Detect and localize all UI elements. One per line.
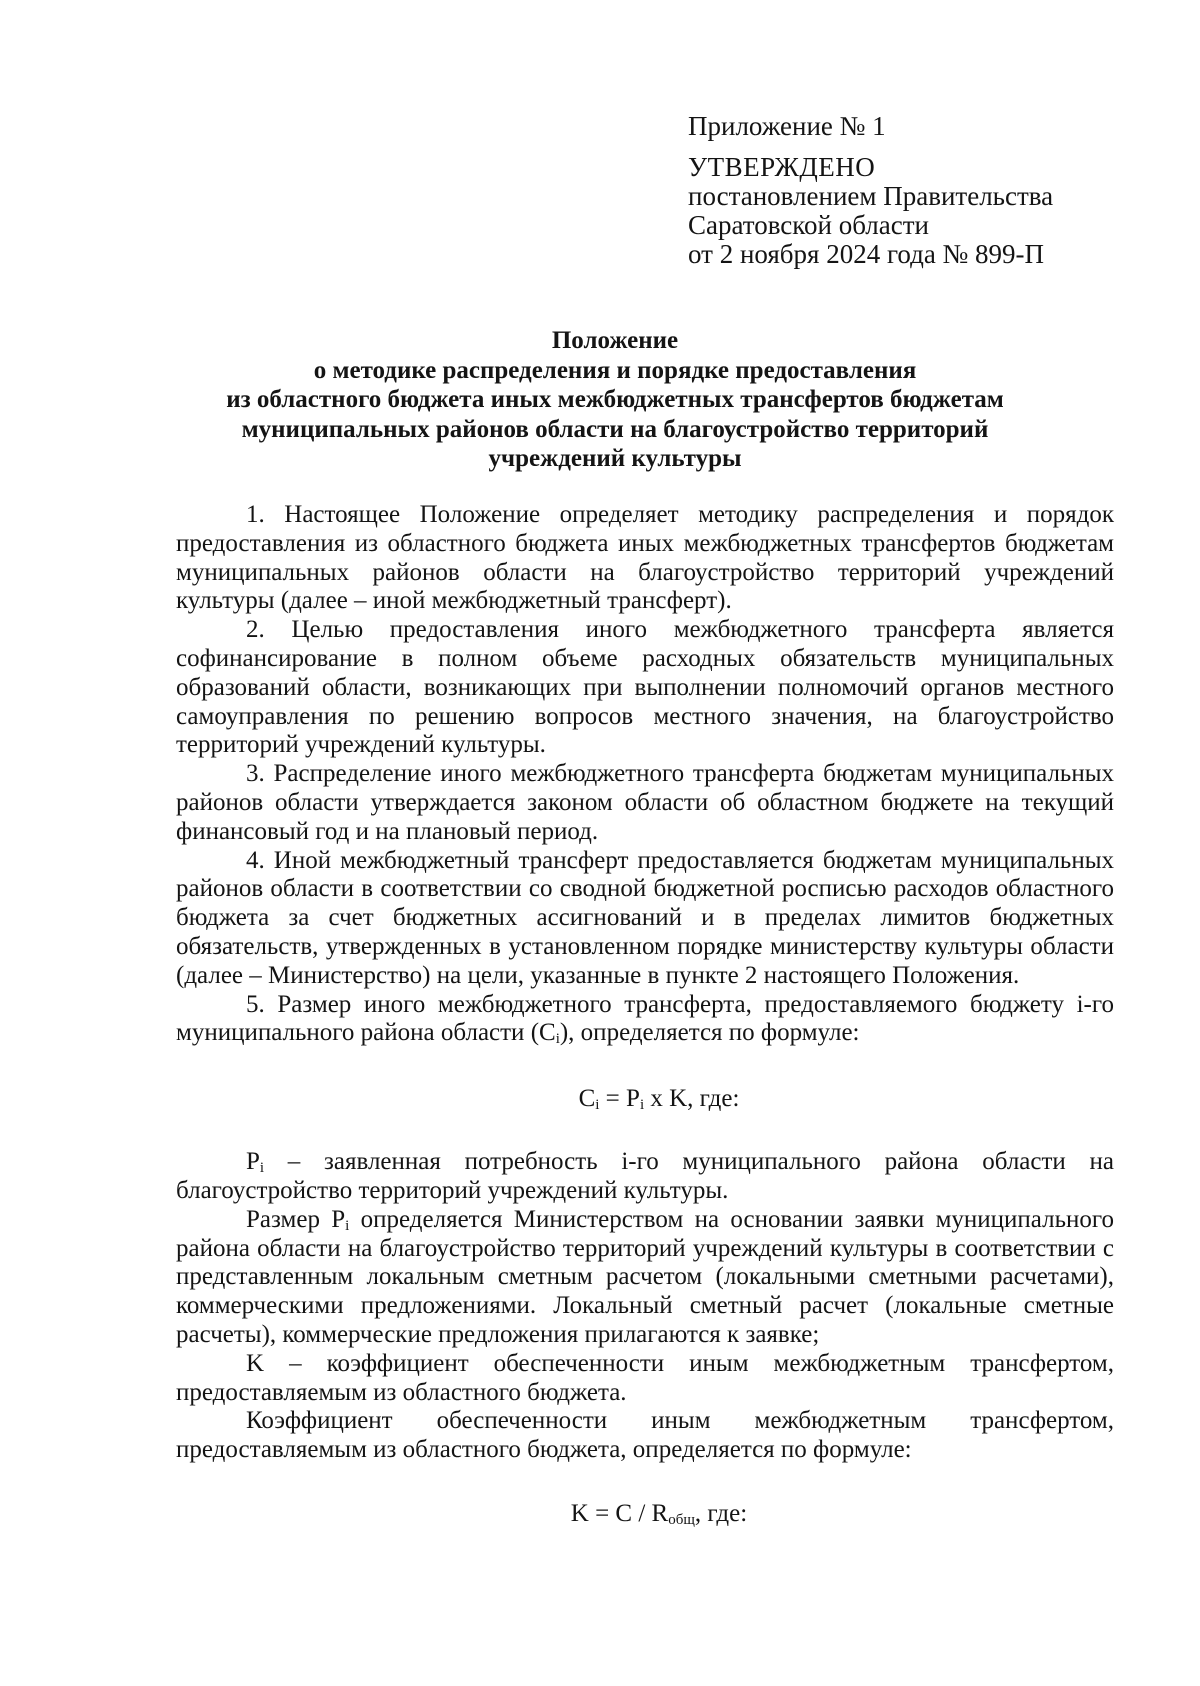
title-line-5: учреждений культуры — [488, 445, 742, 472]
formula-k — [176, 1499, 1114, 1528]
formula-k-head: K = C / R — [570, 1499, 669, 1527]
paragraph-5-subscript: i — [555, 1031, 560, 1048]
approval-block — [688, 112, 1158, 269]
paragraph-5-text-b: ), определяется по формуле: — [559, 1019, 860, 1047]
formula-k-sub: общ — [668, 1511, 695, 1528]
title-line-3: из областного бюджета иных межбюджетных трансфертов бюджетам — [226, 386, 1004, 413]
appendix-label: Приложение № 1 — [688, 111, 886, 141]
document-title — [150, 326, 1080, 474]
title-line-4: муниципальных районов области на благоустройство территорий — [241, 415, 989, 443]
formula-ci — [176, 1084, 1114, 1113]
pi-size-subscript: i — [345, 1217, 350, 1234]
pi-size-text-b: определяется Министерством на основании заявки муниципального района области на благоустройство территорий учреждений культуры в соответствии с представленным локальным сметным расчетом (локальными сметными расчетами), коммерческими предложениями. Локальный сметный расчет (локальные сметные расчеты), коммерческие предложения прилагаются к заявке; — [176, 1205, 1115, 1348]
title-line-2: о методике распределения и порядке предоставления — [313, 356, 917, 384]
approval-line-1: постановлением Правительства — [688, 181, 1054, 211]
paragraph-1: 1. Настоящее Положение определяет методику распределения и порядок предоставления из областного бюджета иных межбюджетных трансфертов бюджетам муниципальных районов области на благоустройство территорий учреждений культуры (далее – иной межбюджетный трансферт). — [176, 501, 1114, 615]
paragraph-pi-size — [176, 1206, 1114, 1350]
paragraph-k-formula-intro: Коэффициент обеспеченности иным межбюджетным трансфертом, предоставляемым из областного бюджета, определяется по формуле: — [176, 1407, 1114, 1464]
formula-ci-c: C — [578, 1085, 596, 1113]
pi-subscript: i — [259, 1160, 265, 1177]
paragraph-5 — [176, 991, 1114, 1049]
paragraph-5-text-a: 5. Размер иного межбюджетного трансферта, предоставляемого бюджету i-го муниципального района области (C — [176, 990, 1114, 1047]
approved-stamp-text: УТВЕРЖДЕНО — [688, 152, 876, 182]
approval-line-3: от 2 ноября 2024 года № 899-П — [688, 239, 1045, 269]
paragraph-pi-definition — [176, 1148, 1114, 1206]
title-line-1: Положение — [551, 327, 679, 354]
pi-size-text-a: Размер P — [246, 1205, 346, 1233]
document-body — [176, 501, 1114, 1528]
formula-ci-mid: = P — [599, 1085, 640, 1113]
pi-definition-text: – заявленная потребность i-го муниципального района области на благоустройство территорий учреждений культуры. — [176, 1148, 1114, 1204]
paragraph-3: 3. Распределение иного межбюджетного трансферта бюджетам муниципальных районов области утверждается законом области об областном бюджете на текущий финансовый год и на плановый период. — [176, 760, 1114, 845]
paragraph-k-definition: K – коэффициент обеспеченности иным межбюджетным трансфертом, предоставляемым из областного бюджета. — [176, 1349, 1114, 1406]
paragraph-2: 2. Целью предоставления иного межбюджетного трансферта является софинансирование в полном объеме расходных обязательств муниципальных образований области, возникающих при выполнении полномочий органов местного самоуправления по решению вопросов местного значения, на благоустройство территорий учреждений культуры. — [176, 616, 1114, 759]
formula-ci-tail: x K, где: — [644, 1085, 740, 1113]
approval-line-2: Саратовской области — [688, 210, 929, 240]
paragraph-4: 4. Иной межбюджетный трансферт предоставляется бюджетам муниципальных районов области в соответствии со сводной бюджетной росписью расходов областного бюджета за счет бюджетных ассигнований и в пределах лимитов бюджетных обязательств, утвержденных в установленном порядке министерству культуры области (далее – Министерство) на цели, указанные в пункте 2 настоящего Положения. — [176, 846, 1114, 989]
formula-ci-p-sub: i — [639, 1097, 645, 1114]
pi-symbol: P — [246, 1148, 260, 1176]
formula-ci-c-sub: i — [595, 1097, 600, 1114]
formula-k-tail: , где: — [694, 1499, 748, 1527]
